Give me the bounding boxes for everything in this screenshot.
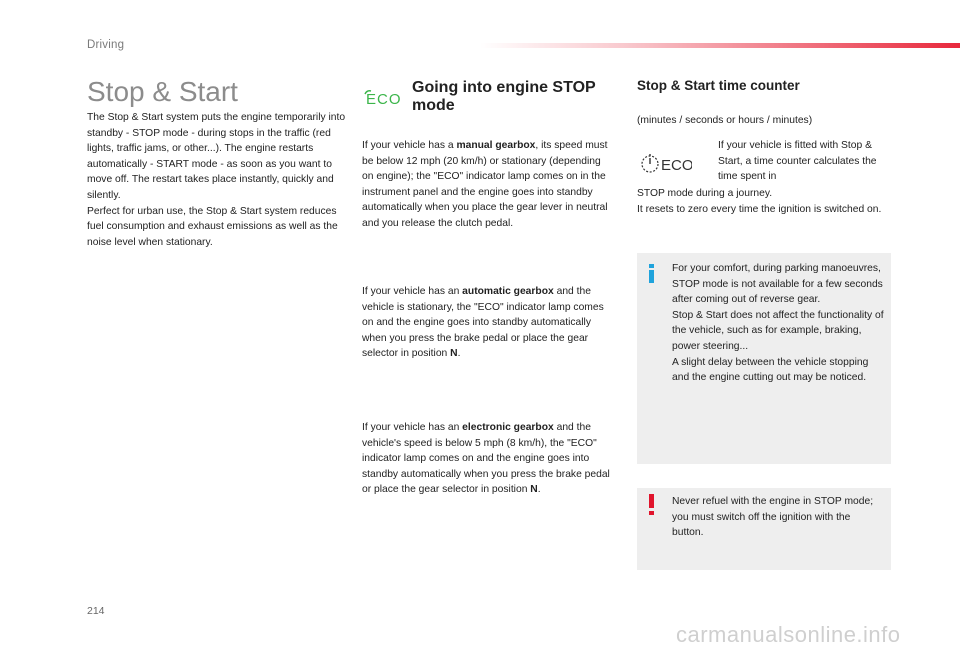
header-accent-bar <box>480 43 960 48</box>
electronic-end: . <box>537 484 541 496</box>
electronic-pre: If your vehicle has an <box>362 422 463 433</box>
manual-gearbox-paragraph <box>362 138 612 232</box>
intro-paragraph-1: The Stop & Start system puts the engine temporarily into standby - STOP mode - during stops in the traffic (red lights, traffic jams, or other...). The engine restarts automatically - START mode - as soon as you want to move off. The restart takes place instantly, quickly and silently. <box>87 112 346 201</box>
info-note-line: Stop & Start does not affect the functionality of the vehicle, such as for example, braking, power steering... <box>672 309 884 352</box>
svg-text:ECO: ECO <box>366 91 402 108</box>
page-number: 214 <box>87 605 105 617</box>
svg-text:ECO: ECO <box>661 157 692 174</box>
automatic-post: and the vehicle is stationary, the "ECO" indicator lamp comes on and the engine goes into standby automatically when you press the brake pedal or place the gear selector in position <box>362 286 604 360</box>
manual-gearbox-term: manual gearbox <box>456 140 536 151</box>
intro-text <box>87 110 349 250</box>
automatic-position: N <box>450 348 458 360</box>
electronic-position: N <box>530 484 538 496</box>
time-counter-description <box>637 186 887 217</box>
section-label: Driving <box>87 39 125 51</box>
electronic-gearbox-paragraph <box>362 420 612 498</box>
eco-indicator-icon <box>362 88 406 108</box>
time-counter-fitted-text: If your vehicle is fitted with Stop & Start, a time counter calculates the time spent in <box>718 140 877 183</box>
manual-pre: If your vehicle has a <box>362 140 457 151</box>
info-note-text <box>672 261 888 386</box>
time-counter-reset: It resets to zero every time the ignition is switched on. <box>637 203 882 215</box>
page-title: Stop & Start <box>87 76 238 107</box>
time-counter-continued: STOP mode during a journey. <box>637 188 773 199</box>
watermark: carmanualsonline.info <box>676 622 901 647</box>
stopwatch-eco-icon <box>640 152 692 174</box>
electronic-post: and the vehicle's speed is below 5 mph (8 km/h), the "ECO" indicator lamp comes on and the engine goes into standby automatically when you press the brake pedal or place the gear selector in position <box>362 422 610 496</box>
info-note-line: For your comfort, during parking manoeuvres, STOP mode is not available for a few seconds after coming out of reverse gear. <box>672 263 883 306</box>
warning-icon <box>646 494 658 516</box>
time-counter-heading: Stop & Start time counter <box>637 78 800 93</box>
automatic-gearbox-term: automatic gearbox <box>462 286 554 297</box>
warning-note-text: Never refuel with the engine in STOP mode; you must switch off the ignition with the button. <box>672 496 874 539</box>
intro-paragraph-2: Perfect for urban use, the Stop & Start system reduces fuel consumption and exhaust emissions as well as the noise level when stationary. <box>87 205 338 248</box>
info-icon <box>646 264 658 284</box>
time-counter-units: (minutes / seconds or hours / minutes) <box>637 115 813 126</box>
automatic-end: . <box>457 348 461 360</box>
electronic-gearbox-term: electronic gearbox <box>462 422 554 433</box>
automatic-gearbox-paragraph <box>362 284 612 362</box>
info-note-line: A slight delay between the vehicle stopping and the engine cutting out may be noticed. <box>672 356 869 384</box>
manual-post: , its speed must be below 12 mph (20 km/h) or stationary (depending on engine); the "ECO" indicator lamp comes on in the instrument panel and the engine goes into standby automatically when you place the gear lever in neutral and you release the clutch pedal. <box>362 140 608 229</box>
automatic-pre: If your vehicle has an <box>362 286 463 297</box>
engine-stop-heading: Going into engine STOP mode <box>412 79 596 114</box>
